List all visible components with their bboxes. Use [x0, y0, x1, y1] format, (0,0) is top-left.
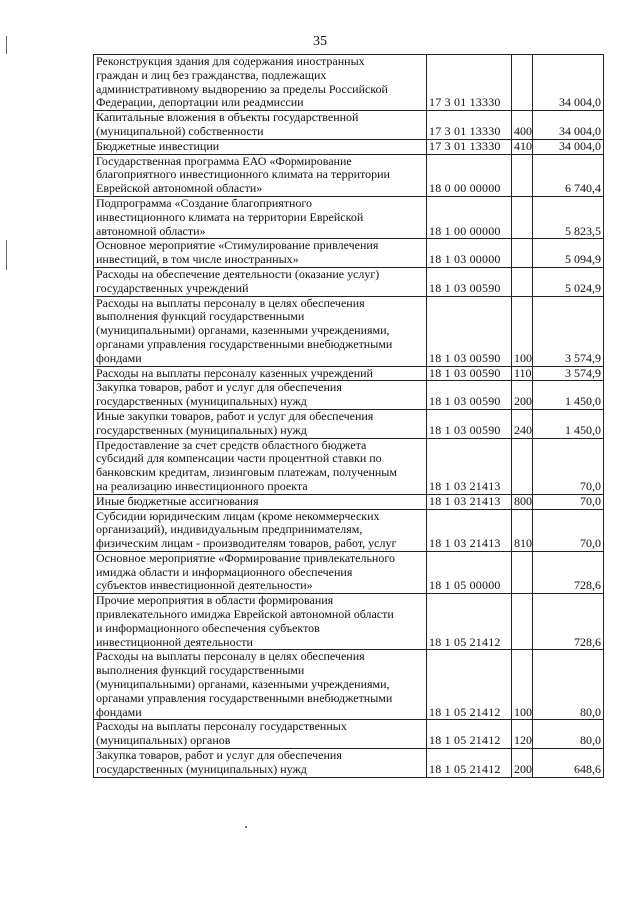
description-line: Закупка товаров, работ и услуг для обеспечения	[96, 748, 342, 763]
table-row	[94, 111, 604, 140]
expense-type-code: 240	[512, 409, 533, 438]
table-row	[94, 267, 604, 296]
description-line: органами управления государственными внебюджетными	[96, 336, 393, 351]
row-description	[94, 366, 427, 381]
table-row	[94, 749, 604, 778]
expense-type-code: 110	[512, 366, 533, 381]
expense-type-code: 810	[512, 509, 533, 551]
margin-scan-line	[6, 36, 7, 54]
description-line: инвестиционной деятельности	[96, 634, 253, 649]
description-line: фондами	[96, 350, 142, 365]
description-line: Основное мероприятие «Формирование привлекательного	[96, 551, 395, 565]
table-row	[94, 196, 604, 238]
target-article-code: 18 1 05 21412	[427, 749, 512, 778]
description-line: (муниципальными) органами, казенными учреждениями,	[96, 677, 390, 692]
margin-scan-line	[6, 240, 7, 270]
expense-type-code	[512, 551, 533, 593]
description-line: органами управления государственными внебюджетными	[96, 690, 393, 705]
description-line: Еврейской автономной области»	[96, 181, 263, 196]
target-article-code: 18 1 03 21413	[427, 438, 512, 494]
amount: 1 450,0	[533, 381, 604, 410]
description-line: Расходы на выплаты персоналу в целях обеспечения	[96, 649, 365, 664]
table-row	[94, 366, 604, 381]
description-line: государственных (муниципальных) нужд	[96, 422, 307, 437]
expense-type-code	[512, 438, 533, 494]
description-line: Закупка товаров, работ и услуг для обеспечения	[96, 380, 342, 395]
description-line: административному выдворению за пределы Российской	[96, 81, 388, 96]
amount: 5 823,5	[533, 196, 604, 238]
table-row	[94, 650, 604, 720]
description-line: Иные закупки товаров, работ и услуг для обеспечения	[96, 409, 374, 423]
description-line: (муниципальными) органами, казенными учреждениями,	[96, 323, 390, 338]
description-line: физическим лицам - производителям товаров, работ, услуг	[96, 536, 397, 551]
target-article-code: 18 1 03 00590	[427, 296, 512, 366]
description-line: имиджа области и информационного обеспечения	[96, 564, 353, 579]
description-line: Расходы на выплаты персоналу казенных учреждений	[96, 366, 373, 380]
expense-type-code: 400	[512, 111, 533, 140]
row-description	[94, 296, 427, 366]
row-description	[94, 749, 427, 778]
table-row	[94, 154, 604, 196]
description-line: Реконструкция здания для содержания иностранных	[96, 54, 365, 68]
description-line: фондами	[96, 704, 142, 719]
row-description	[94, 55, 427, 111]
target-article-code: 18 1 00 00000	[427, 196, 512, 238]
row-description	[94, 720, 427, 749]
amount: 1 450,0	[533, 409, 604, 438]
amount: 728,6	[533, 551, 604, 593]
amount: 5 024,9	[533, 267, 604, 296]
description-line: Расходы на выплаты персоналу государственных	[96, 719, 347, 734]
amount: 3 574,9	[533, 296, 604, 366]
amount: 34 004,0	[533, 139, 604, 154]
description-line: государственных (муниципальных) нужд	[96, 394, 307, 409]
target-article-code: 18 1 03 00590	[427, 366, 512, 381]
row-description	[94, 594, 427, 650]
amount: 728,6	[533, 594, 604, 650]
description-line: инвестиционного климата на территории Еврейской	[96, 209, 364, 224]
amount: 70,0	[533, 509, 604, 551]
target-article-code: 18 1 03 21413	[427, 494, 512, 509]
description-line: на реализацию инвестиционного проекта	[96, 478, 308, 493]
description-line: Бюджетные инвестиции	[96, 139, 220, 153]
expense-type-code	[512, 594, 533, 650]
target-article-code: 18 1 03 00000	[427, 239, 512, 268]
description-line: субсидий для компенсации части процентной ставки по	[96, 451, 382, 466]
target-article-code: 18 1 03 00590	[427, 381, 512, 410]
table-row	[94, 720, 604, 749]
description-line: Расходы на обеспечение деятельности (оказание услуг)	[96, 267, 380, 281]
table-row	[94, 551, 604, 593]
expense-type-code	[512, 55, 533, 111]
row-description	[94, 438, 427, 494]
amount: 80,0	[533, 650, 604, 720]
description-line: банковским кредитам, лизинговым платежам, полученным	[96, 465, 397, 480]
table-row	[94, 509, 604, 551]
description-line: субъектов инвестиционной деятельности»	[96, 578, 313, 593]
expense-type-code: 100	[512, 296, 533, 366]
description-line: привлекательного имиджа Еврейской автономной области	[96, 607, 394, 622]
row-description	[94, 381, 427, 410]
amount: 70,0	[533, 494, 604, 509]
expense-type-code	[512, 196, 533, 238]
description-line: государственных учреждений	[96, 280, 249, 295]
row-description	[94, 650, 427, 720]
description-line: Подпрограмма «Создание благоприятного	[96, 196, 313, 210]
row-description	[94, 154, 427, 196]
target-article-code: 17 3 01 13330	[427, 111, 512, 140]
amount: 80,0	[533, 720, 604, 749]
expense-type-code	[512, 239, 533, 268]
description-line: граждан и лиц без гражданства, подлежащих	[96, 67, 327, 82]
scan-artifact-dot	[245, 826, 247, 828]
row-description	[94, 239, 427, 268]
expense-type-code: 410	[512, 139, 533, 154]
row-description	[94, 551, 427, 593]
budget-table-body	[94, 55, 604, 778]
description-line: Расходы на выплаты персоналу в целях обеспечения	[96, 296, 365, 310]
description-line: Капитальные вложения в объекты государственной	[96, 110, 359, 125]
target-article-code: 18 1 05 21412	[427, 720, 512, 749]
expense-type-code: 120	[512, 720, 533, 749]
description-line: автономной области»	[96, 223, 206, 238]
target-article-code: 18 1 03 00590	[427, 409, 512, 438]
description-line: Иные бюджетные ассигнования	[96, 494, 259, 508]
amount: 3 574,9	[533, 366, 604, 381]
expense-type-code	[512, 267, 533, 296]
row-description	[94, 111, 427, 140]
target-article-code: 18 1 03 21413	[427, 509, 512, 551]
description-line: выполнения функций государственными	[96, 309, 305, 324]
row-description	[94, 267, 427, 296]
description-line: инвестиций, в том числе иностранных»	[96, 252, 299, 267]
description-line: выполнения функций государственными	[96, 663, 305, 678]
table-row	[94, 239, 604, 268]
table-row	[94, 55, 604, 111]
expense-type-code: 800	[512, 494, 533, 509]
target-article-code: 17 3 01 13330	[427, 55, 512, 111]
row-description	[94, 494, 427, 509]
description-line: государственных (муниципальных) нужд	[96, 761, 307, 776]
description-line: Субсидии юридическим лицам (кроме некоммерческих	[96, 509, 380, 523]
description-line: благоприятного инвестиционного климата на территории	[96, 167, 390, 182]
row-description	[94, 139, 427, 154]
amount: 5 094,9	[533, 239, 604, 268]
target-article-code: 18 0 00 00000	[427, 154, 512, 196]
table-row	[94, 494, 604, 509]
table-row	[94, 139, 604, 154]
description-line: Предоставление за счет средств областного бюджета	[96, 438, 367, 452]
table-row	[94, 409, 604, 438]
target-article-code: 17 3 01 13330	[427, 139, 512, 154]
row-description	[94, 509, 427, 551]
expense-type-code: 200	[512, 381, 533, 410]
page-number: 35	[313, 34, 327, 49]
expense-type-code	[512, 154, 533, 196]
row-description	[94, 196, 427, 238]
target-article-code: 18 1 05 00000	[427, 551, 512, 593]
description-line: Федерации, депортации или реадмиссии	[96, 95, 304, 110]
target-article-code: 18 1 05 21412	[427, 594, 512, 650]
description-line: (муниципальной) собственности	[96, 123, 264, 138]
description-line: (муниципальных) органов	[96, 733, 231, 748]
budget-table	[93, 54, 604, 778]
target-article-code: 18 1 05 21412	[427, 650, 512, 720]
table-row	[94, 594, 604, 650]
expense-type-code: 100	[512, 650, 533, 720]
row-description	[94, 409, 427, 438]
description-line: организаций), индивидуальным предпринимателям,	[96, 522, 363, 537]
description-line: Прочие мероприятия в области формирования	[96, 593, 334, 608]
table-row	[94, 381, 604, 410]
target-article-code: 18 1 03 00590	[427, 267, 512, 296]
amount: 70,0	[533, 438, 604, 494]
amount: 648,6	[533, 749, 604, 778]
description-line: Основное мероприятие «Стимулирование привлечения	[96, 238, 379, 253]
expense-type-code: 200	[512, 749, 533, 778]
table-row	[94, 438, 604, 494]
table-row	[94, 296, 604, 366]
amount: 34 004,0	[533, 55, 604, 111]
description-line: Государственная программа ЕАО «Формирование	[96, 154, 352, 168]
amount: 34 004,0	[533, 111, 604, 140]
description-line: и информационного обеспечения субъектов	[96, 620, 320, 635]
amount: 6 740,4	[533, 154, 604, 196]
